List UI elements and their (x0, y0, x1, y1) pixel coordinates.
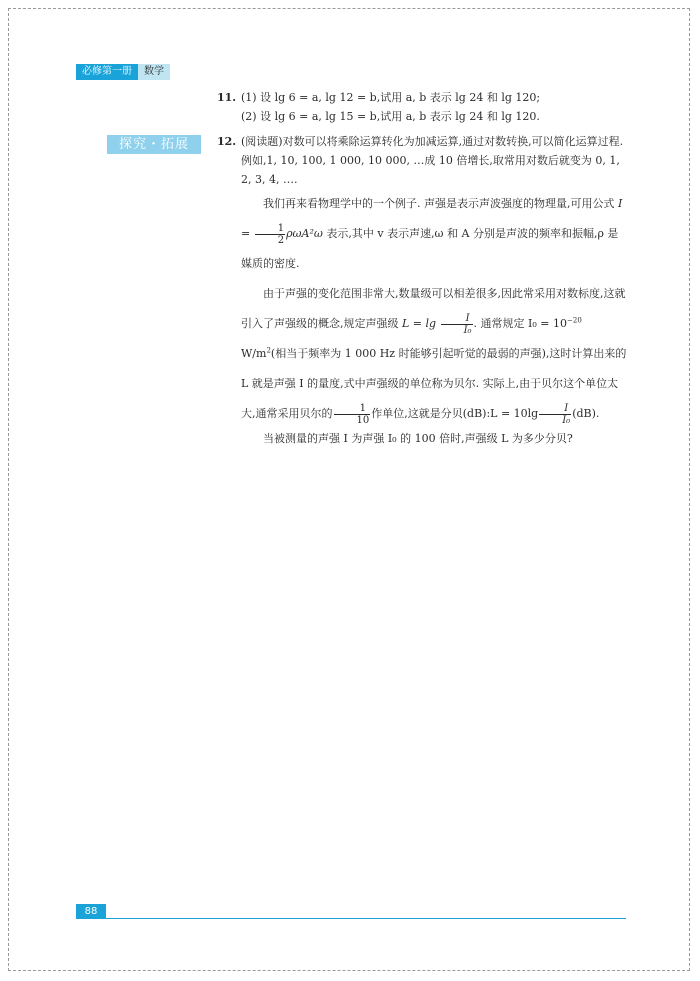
unit: W/m (241, 347, 267, 360)
problem-12-intro: (阅读题)对数可以将乘除运算转化为加减运算,通过对数转换,可以简化运算过程. 例如,1, 10, 100, 1 000, 10 000, …成 10 倍增长,取常用对数后就变为 0, 1, 2, 3, 4, …. (241, 135, 624, 186)
power-exponent: −20 (567, 316, 582, 325)
book-header (76, 64, 170, 80)
paragraph-text: 作单位,这就是分贝(dB):L = (371, 407, 511, 420)
paragraph-text: . 通常规定 I₀ = (473, 317, 550, 330)
problem-12-paragraph-2 (241, 189, 629, 279)
formula-L: L = lg (402, 317, 437, 330)
footer-rule (76, 918, 626, 919)
problem-12-question: 当被测量的声强 I 为声强 I₀ 的 100 倍时,声强级 L 为多少分贝? (263, 432, 573, 445)
unit-exponent: 2 (266, 346, 271, 355)
problem-number: 12. (217, 135, 237, 148)
problem-12 (217, 132, 629, 448)
fraction-one-tenth: $\frac{1}{10}$ (334, 403, 371, 426)
power-base: 10 (553, 317, 568, 330)
problem-11-part-1: (1) 设 lg 6 = a, lg 12 = b,试用 a, b 表示 lg 24 和 lg 120; (241, 91, 541, 104)
paragraph-text: (相当于频率为 1 000 Hz 时能够引起听觉的最弱的声强),这时计算出来的 L 就是声强 I 的量度,式中声强级的单位称为贝尔. 实际上,由于贝尔这个单位太大,通常采用贝尔的 (241, 347, 627, 420)
paragraph-text: (dB). (572, 407, 600, 420)
subject-tag: 数学 (138, 64, 170, 80)
problem-11 (217, 88, 629, 126)
paragraph-text: 表示,其中 v 表示声速,ω 和 A 分别是声波的频率和振幅,ρ 是媒质的密度. (241, 227, 619, 270)
problem-number: 11. (217, 91, 237, 104)
problem-11-part-2: (2) 设 lg 6 = a, lg 15 = b,试用 a, b 表示 lg 24 和 lg 120. (241, 110, 540, 123)
problem-12-paragraph-3 (241, 279, 629, 429)
paragraph-text: 由于声强的变化范围非常大,数量级可以相差很多,因此常采用对数标度,这就引入了声强级的概念,规定声强级 (241, 287, 626, 330)
formula-lhs: I = (241, 197, 623, 240)
fraction-half: $\frac{1}{2}$ (255, 223, 285, 246)
formula-10lg: 10lg (513, 407, 539, 420)
formula-rhs: ρωA²ω (286, 227, 323, 240)
paragraph-text: 我们再来看物理学中的一个例子. 声强是表示声波强度的物理量,可用公式 (263, 197, 615, 210)
book-title: 必修第一册 (76, 64, 138, 80)
exercise-body (217, 88, 629, 448)
fraction-i-over-i0: $\frac{I}{\text{I₀}}$ (441, 313, 473, 336)
fraction-i-over-i0: $\frac{I}{\text{I₀}}$ (539, 403, 571, 426)
section-label: 探究・拓展 (107, 135, 201, 154)
page-number: 88 (76, 904, 106, 919)
